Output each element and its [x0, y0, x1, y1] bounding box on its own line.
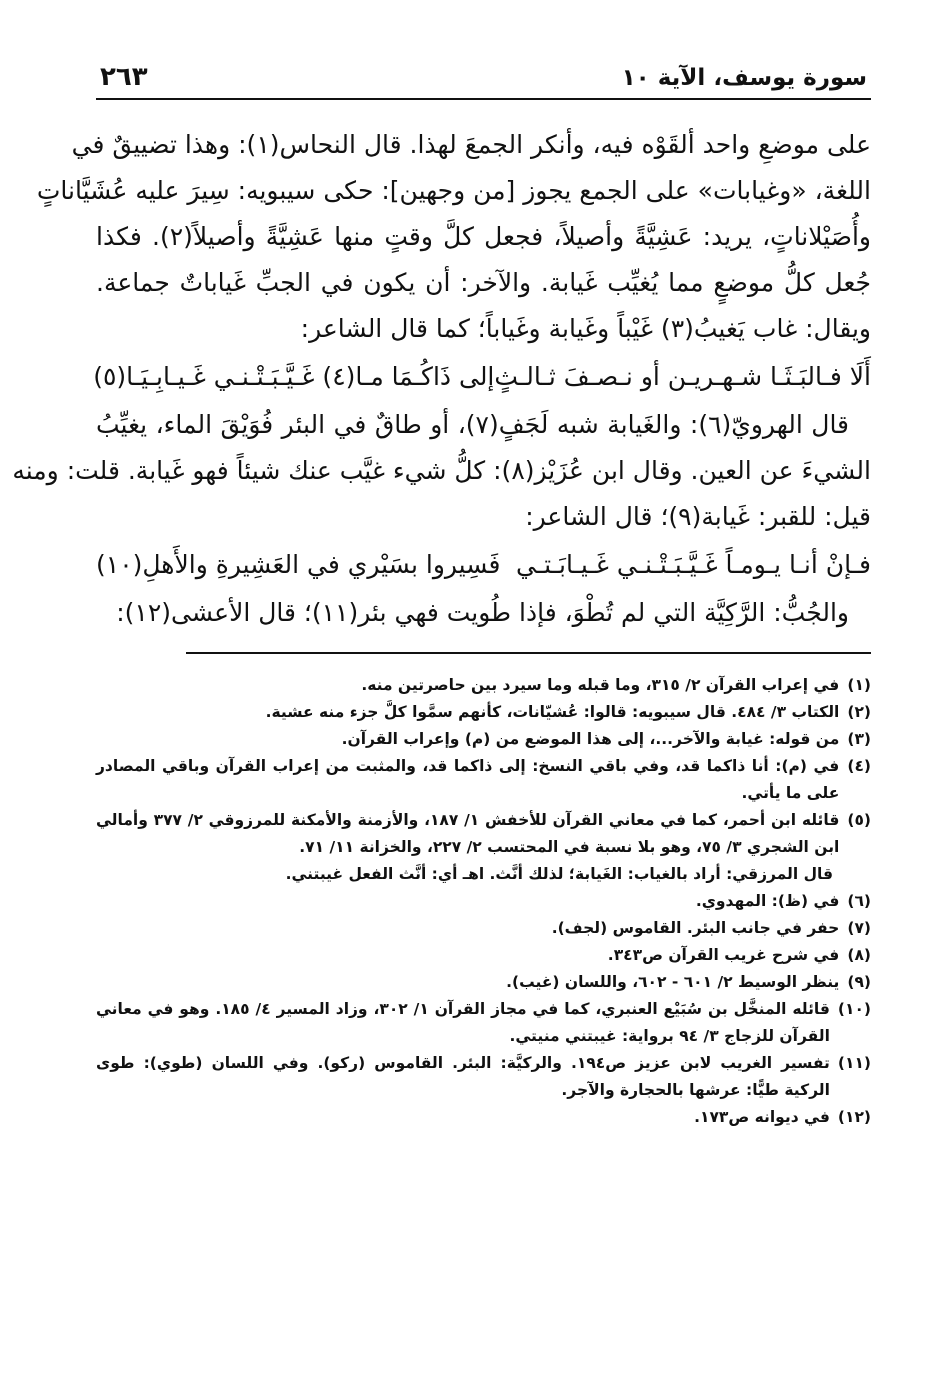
footnote-number: (٤) — [847, 757, 871, 775]
footnote-number: (٥) — [847, 811, 871, 829]
footnote — [96, 996, 871, 1050]
text-line: قال الهرويّ(٦): والغَيابة شبه لَجَفٍ(٧)، أو طاقٌ في البئر فُوَيْقَ الماء، يغيِّبُ — [96, 410, 850, 439]
footnote — [96, 753, 871, 807]
text-line: على موضعِ واحد ألقَوْه فيه، وأنكر الجمعَ لهذا. قال النحاس(١): وهذا تضييقٌ في — [71, 130, 871, 159]
text-line: ويقال: غاب يَغيبُ(٣) غَيْباً وغَيابة وغَياباً؛ كما قال الشاعر: — [300, 314, 871, 343]
poetry-verse — [93, 352, 871, 402]
footnote-text: تفسير الغريب لابن عزيز ص١٩٤. والركيَّة: البئر. القاموس (ركو). وفي اللسان (طوي): طوى الركية طيًّا: عرشها بالحجارة والآجر. — [96, 1054, 830, 1099]
footnote-text: في شرح غريب القرآن ص٣٤٣. — [607, 946, 840, 964]
footnote-text: ينظر الوسيط ٢/ ٦٠١ - ٦٠٢، واللسان (غيب). — [506, 973, 840, 991]
footnote-text: الكتاب ٣/ ٤٨٤. قال سيبويه: قالوا: عُشيّانات، كأنهم سمَّوا كلَّ جزء منه عشية. — [265, 703, 840, 721]
footnote — [96, 1050, 871, 1104]
footnote-number: (٣) — [847, 730, 871, 748]
text-line: الشيءَ عن العين. وقال ابن عُزَيْز(٨): كلُّ شيء غيَّب عنك شيئاً فهو غَيابة. قلت: ومنه — [12, 456, 871, 485]
footnote-text: قائله ابن أحمر، كما في معاني القرآن للأخفش ١/ ١٨٧، والأزمنة والأمكنة للمرزوقي ٢/ ٣٧٧ وأمالي ابن الشجري ٣/ ٧٥، وهو بلا نسبة في المحتسب ٢/ ٢٢٧، والخزانة ١١/ ٧١. — [96, 811, 840, 856]
footnote-number: (١٢) — [837, 1108, 871, 1126]
footnote — [96, 969, 871, 996]
footnote-text: قال المرزقي: أراد بالغياب: الغَيابة؛ لذلك أنَّث. اهـ أي: أنَّث الفعل غيبتني. — [285, 865, 833, 883]
footnote-text: في إعراب القرآن ٢/ ٣١٥، وما قبله وما سيرد بين حاصرتين منه. — [361, 676, 840, 694]
verse-second-hemistich: إلى ذَاكُـمَا مـا(٤) غَـيَّـبَـتْـنـي غَـيـابِـيَـا(٥) — [93, 362, 495, 391]
page-number: ٢٦٣ — [100, 62, 148, 92]
footnote-number: (١) — [847, 676, 871, 694]
footnote — [96, 699, 871, 726]
footnote-number: (٧) — [847, 919, 871, 937]
footnote-text: في (م): أنا ذاكما قد، وفي باقي النسخ: إلى ذاكما قد، والمثبت من إعراب القرآن وباقي المصادر على ما يأتي. — [96, 757, 840, 802]
footnote-number: (٢) — [847, 703, 871, 721]
footnote-text: حفر في جانب البئر. القاموس (لجف). — [551, 919, 840, 937]
footnote-number: (٨) — [847, 946, 871, 964]
footnote — [96, 672, 871, 699]
running-header — [96, 62, 871, 100]
footnote — [96, 888, 871, 915]
text-line: اللغة، «وغيابات» على الجمع يجوز [من وجهين]: حكى سيبويه: سِيرَ عليه عُشَيَّاناتٍ — [36, 176, 871, 205]
footnote — [96, 807, 871, 861]
footnote — [96, 1104, 871, 1131]
text-line: قيل: للقبر: غَيابة(٩)؛ قال الشاعر: — [525, 502, 871, 531]
footnote-number: (٦) — [847, 892, 871, 910]
footnote-separator — [186, 652, 871, 654]
verse-second-hemistich: فَسِيروا بسَيْري في العَشِيرةِ والأَهلِ(١٠) — [96, 550, 501, 579]
footnote — [96, 915, 871, 942]
footnote-text: في ديوانه ص١٧٣. — [694, 1108, 830, 1126]
footnote-number: (٩) — [847, 973, 871, 991]
chapter-title: سورة يوسف، الآية ١٠ — [621, 65, 867, 91]
footnote — [96, 942, 871, 969]
footnote-text: من قوله: غيابة والآخر...، إلى هذا الموضع من (م) وإعراب القرآن. — [341, 730, 840, 748]
verse-first-hemistich: فـإنْ أنـا يـومـاً غَـيَّـبَـتْـنـي غَـيـابَـتـي — [516, 550, 871, 579]
text-line: وأُصَيْلاناتٍ، يريد: عَشِيَّةً وأصيلاً، فجعل كلَّ وقتٍ منها عَشِيَّةً وأصيلاً(٢). فكذا — [96, 222, 871, 251]
verse-first-hemistich: أَلَا فـالبَـثَـا شـهـريـن أو نـصـفَ ثـالـثٍ — [494, 362, 871, 391]
footnote-number: (١٠) — [837, 1000, 871, 1018]
main-text — [12, 122, 871, 636]
footnote-text: في (ظ): المهدوي. — [695, 892, 840, 910]
footnote — [96, 726, 871, 753]
footnotes — [96, 672, 871, 1131]
footnote-continuation — [96, 861, 871, 888]
text-line: والجُبُّ: الرَّكِيَّة التي لم تُطْوَ، فإذا طُويت فهي بئر(١١)؛ قال الأعشى(١٢): — [116, 598, 849, 627]
footnote-number: (١١) — [837, 1054, 871, 1072]
footnote-text: قائله المنخَّل بن سُبَيْع العنبري، كما في مجاز القرآن ١/ ٣٠٢، وزاد المسير ٤/ ١٨٥. وهو في معاني القرآن للزجاج ٣/ ٩٤ برواية: غيبتني منيتي. — [96, 1000, 830, 1045]
poetry-verse — [96, 540, 871, 590]
text-line: جُعل كلُّ موضعٍ مما يُغيِّب غَيابة. والآخر: أن يكون في الجبِّ غَياباتٌ جماعة. — [96, 268, 871, 297]
